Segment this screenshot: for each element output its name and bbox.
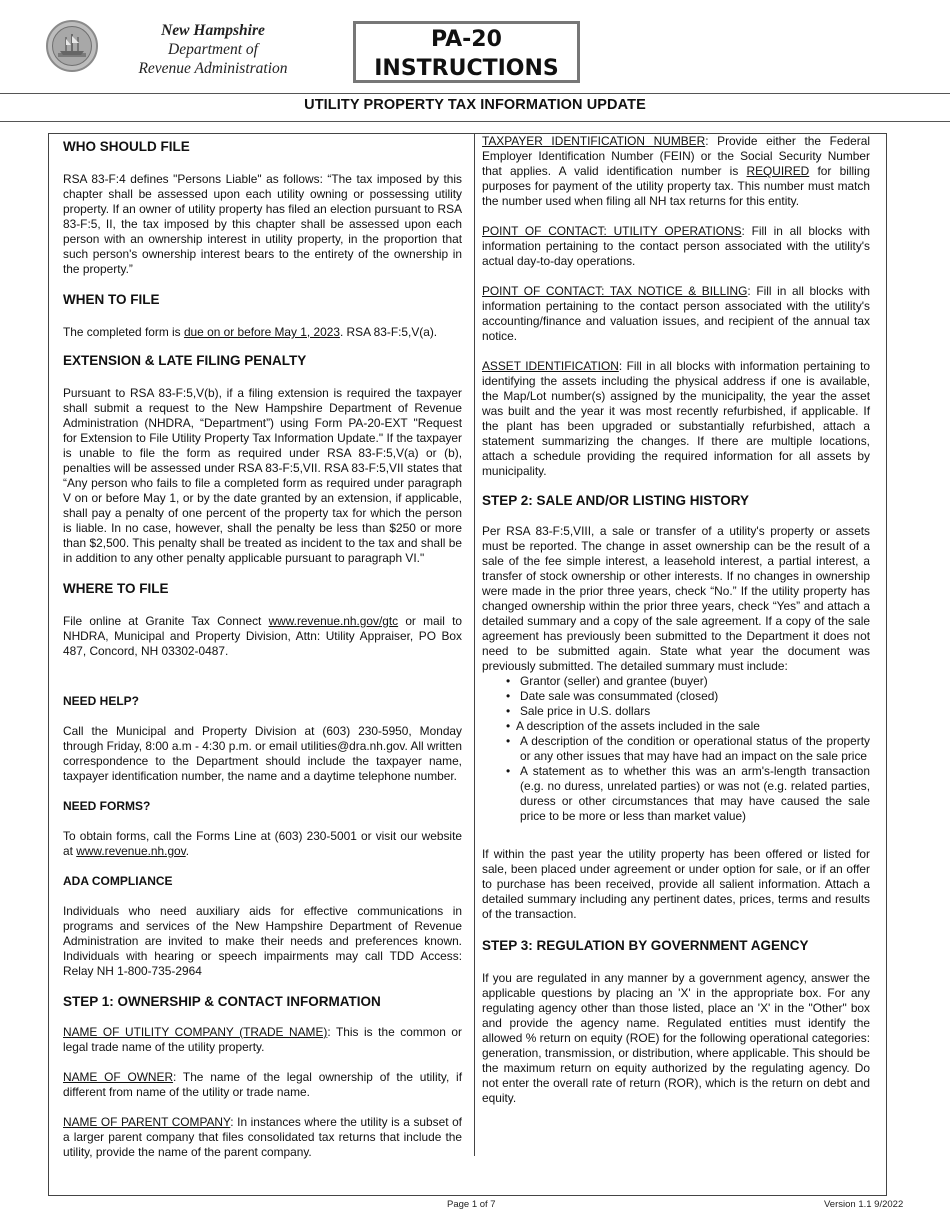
agency-name-block xyxy=(118,21,308,78)
list-item: • A statement as to whether this was an arm's-length transaction (e.g. no duress, unrelated parties) or was not (e.g. related parties, duress or other circumstances that may have caused the sale price to be more or less than market value) xyxy=(482,764,870,824)
page-number: Page 1 of 7 xyxy=(447,1199,496,1210)
forms-post: . xyxy=(185,844,190,858)
need-forms-text xyxy=(63,829,462,859)
left-column xyxy=(63,138,462,1160)
parent-company-text xyxy=(63,1115,462,1160)
header-rule-top xyxy=(0,93,950,94)
where-to-file-text xyxy=(63,614,462,659)
form-title-box xyxy=(353,21,580,83)
revenue-website-link[interactable]: www.revenue.nh.gov xyxy=(76,844,186,858)
right-column xyxy=(482,134,870,1106)
need-help-text: Call the Municipal and Property Division at (603) 230-5950, Monday through Friday, 8:00 a.m - 4:30 p.m. or email utilities@dra.nh.gov. All written correspondence to the Department should include the taxpayer name, taxpayer identification number, the name and a daytime telephone number. xyxy=(63,724,462,783)
page-title: UTILITY PROPERTY TAX INFORMATION UPDATE xyxy=(304,97,646,113)
utility-name-label: NAME OF UTILITY COMPANY (TRADE NAME) xyxy=(63,1025,328,1039)
poc-operations-text xyxy=(482,224,870,269)
seal-ship-icon xyxy=(56,31,88,61)
when-to-file-heading: WHEN TO FILE xyxy=(63,292,160,307)
due-date: due on or before May 1, 2023 xyxy=(183,325,340,339)
summary-requirements-list xyxy=(482,674,870,824)
when-pre: The completed form is xyxy=(63,325,184,339)
forms-pre: To obtain forms, call the Forms Line at (603) 230-5001 or visit our website at xyxy=(63,829,462,858)
where-pre: File online at Granite Tax Connect xyxy=(63,614,269,628)
agency-department: Department of xyxy=(168,41,258,58)
form-id: PA-20 xyxy=(431,27,502,52)
gtc-link[interactable]: www.revenue.nh.gov/gtc xyxy=(268,614,399,628)
list-item: • Grantor (seller) and grantee (buyer) xyxy=(482,674,870,689)
where-to-file-heading: WHERE TO FILE xyxy=(63,581,169,596)
parent-company-label: NAME OF PARENT COMPANY xyxy=(63,1115,231,1129)
who-should-file-text: RSA 83-F:4 defines "Persons Liable" as follows: “The tax imposed by this chapter shall be assessed upon each utility owning or possessing utility property. If an owner of utility property has filed an election pursuant to RSA 83-F:5, II, the tax imposed by this chapter shall be assessed upon each person with an ownership interest in utility property, in the proportion that such person's ownership interest bears to the entirety of the ownership in the property.” xyxy=(63,172,462,276)
ada-heading: ADA COMPLIANCE xyxy=(63,874,173,888)
when-post: . RSA 83-F:5,V(a). xyxy=(339,325,438,339)
agency-state: New Hampshire xyxy=(161,22,265,39)
parent-company-desc: : In instances where the utility is a subset of a larger parent company that files consolidated tax returns that include the utility, provide the name of the parent company. xyxy=(63,1115,462,1159)
poc-tax-text xyxy=(482,284,870,344)
column-divider xyxy=(474,134,475,1156)
ada-text: Individuals who need auxiliary aids for effective communications in programs and services of the New Hampshire Department of Revenue Administration are invited to make their needs and preferences known. Individuals with hearing or speech impairments may call TDD Access: Relay NH 1-800-735-2964 xyxy=(63,904,462,978)
step2-text: Per RSA 83-F:5,VIII, a sale or transfer of a utility's property or assets must be reported. The change in asset ownership can be the result of a sale of the fee simple interest, a leasehold interest, a partial interest, a transfer of stock ownership or other interests. If no changes in ownership were made in the prior three years, check “No.” If the utility property has changed ownership within the prior three years, check “Yes” and attach a detailed summary and a copy of the sale agreement. If a copy of the sale agreement has previously been submitted to the Department it does not need to be submitted again. State what year the document was previously submitted. The detailed summary must include: xyxy=(482,524,870,673)
extension-heading: EXTENSION & LATE FILING PENALTY xyxy=(63,353,307,368)
utility-name-desc: : This is the common or legal trade name of the utility property. xyxy=(63,1025,463,1054)
extension-text: Pursuant to RSA 83-F:5,V(b), if a filing extension is required the taxpayer shall submit a request to the New Hampshire Department of Revenue Administration (NHDRA, “Department”) using Form PA-20-EXT "Request for Extension to File Utility Property Tax Information Update." If the taxpayer is unable to file the form as required under RSA 83-F:5,V(a) or (b), penalties will be assessed under RSA 83-F:5,VII. RSA 83-F:5,VII states that “Any person who fails to file a completed form as required under paragraph V on or before May 1, or by the date granted by an extension, if applicable, shall pay a penalty of one percent of the property tax for which the person is liable. In no case, however, shall the penalty be less than $250 or more than $2,500. This penalty shall be treated as incident to the tax and shall be in addition to any other penalty applicable pursuant to paragraph VI." xyxy=(63,386,462,565)
when-to-file-text xyxy=(63,325,462,340)
tin-label: TAXPAYER IDENTIFICATION NUMBER xyxy=(482,134,706,148)
need-forms-heading: NEED FORMS? xyxy=(63,799,151,813)
header-rule-bottom xyxy=(0,121,950,122)
poc-tax-desc: : Fill in all blocks with information pertaining to the contact person associated with the utility's accounting/finance and valuation issues, and recipient of the annual tax notice. xyxy=(482,284,870,343)
poc-operations-desc: : Fill in all blocks with information pertaining to the contact person associated with the utility's actual day-to-day operations. xyxy=(482,224,870,268)
list-item: • Date sale was consummated (closed) xyxy=(482,689,870,704)
list-item: • A description of the assets included in the sale xyxy=(482,719,870,734)
poc-operations-label: POINT OF CONTACT: UTILITY OPERATIONS xyxy=(482,224,742,238)
version-label: Version 1.1 9/2022 xyxy=(824,1199,904,1210)
asset-id-text xyxy=(482,359,870,479)
step1-heading: STEP 1: OWNERSHIP & CONTACT INFORMATION xyxy=(63,994,381,1009)
step3-text: If you are regulated in any manner by a government agency, answer the applicable questions by placing an 'X' in the appropriate box. For any regulating agency other than those listed, place an 'X' in the "Other" box and provide the agency name. Regulated entities must identify the allowed % return on equity (ROE) for the following operational categories: generation, transmission, or distribution, where applicable. This should be the maximum return on equity authorized by the regulating agency. Do not enter the overall rate of return (ROR), which is the return on debt and equity. xyxy=(482,971,870,1105)
tin-text xyxy=(482,134,870,209)
owner-name-desc: : The name of the legal ownership of the utility, if different from name of the utility or trade name. xyxy=(63,1070,462,1099)
need-help-heading: NEED HELP? xyxy=(63,694,140,708)
form-type: INSTRUCTIONS xyxy=(374,56,559,81)
step2-text-2: If within the past year the utility property has been offered or listed for sale, been placed under agreement or under option for sale, or if an offer to purchase has been received, provide all salient information. Attach a detailed summary including any pertinent dates, prices, terms and results of the transaction. xyxy=(482,847,870,921)
list-item: • Sale price in U.S. dollars xyxy=(482,704,870,719)
poc-tax-label: POINT OF CONTACT: TAX NOTICE & BILLING xyxy=(482,284,748,298)
step2-heading: STEP 2: SALE AND/OR LISTING HISTORY xyxy=(482,493,750,508)
state-seal-logo xyxy=(46,20,98,72)
list-item: • A description of the condition or operational status of the property or any other issues that may have had an impact on the sale price xyxy=(482,734,870,764)
tin-required: REQUIRED xyxy=(746,164,810,178)
asset-id-desc: : Fill in all blocks with information pertaining to identifying the assets including the physical address if one is available, the Map/Lot number(s) assigned by the municipality, the year the asset was built and the year it was most recently refurbished, if applicable. If the plant has been upgraded or substantially refurbished, attach a statement summarizing the changes. If there are multiple locations, attach a schedule providing the required information for all assets by municipality. xyxy=(482,359,871,478)
utility-name-text xyxy=(63,1025,462,1055)
owner-name-text xyxy=(63,1070,462,1100)
agency-division: Revenue Administration xyxy=(138,60,288,77)
who-should-file-heading: WHO SHOULD FILE xyxy=(63,139,190,154)
owner-name-label: NAME OF OWNER xyxy=(63,1070,174,1084)
asset-id-label: ASSET IDENTIFICATION xyxy=(482,359,619,373)
step3-heading: STEP 3: REGULATION BY GOVERNMENT AGENCY xyxy=(482,938,809,953)
tin-desc-1: : Provide either the Federal Employer Identification Number (FEIN) or the Social Security Number that applies. A valid identification number is xyxy=(482,134,870,178)
where-post: or mail to NHDRA, Municipal and Property Division, Attn: Utility Appraiser, PO Box 487, Concord, NH 03302-0487. xyxy=(63,614,463,658)
tin-desc-2: for billing purposes for payment of the utility property tax. This number must match the number used when filing all NH tax returns for this entity. xyxy=(482,164,871,208)
